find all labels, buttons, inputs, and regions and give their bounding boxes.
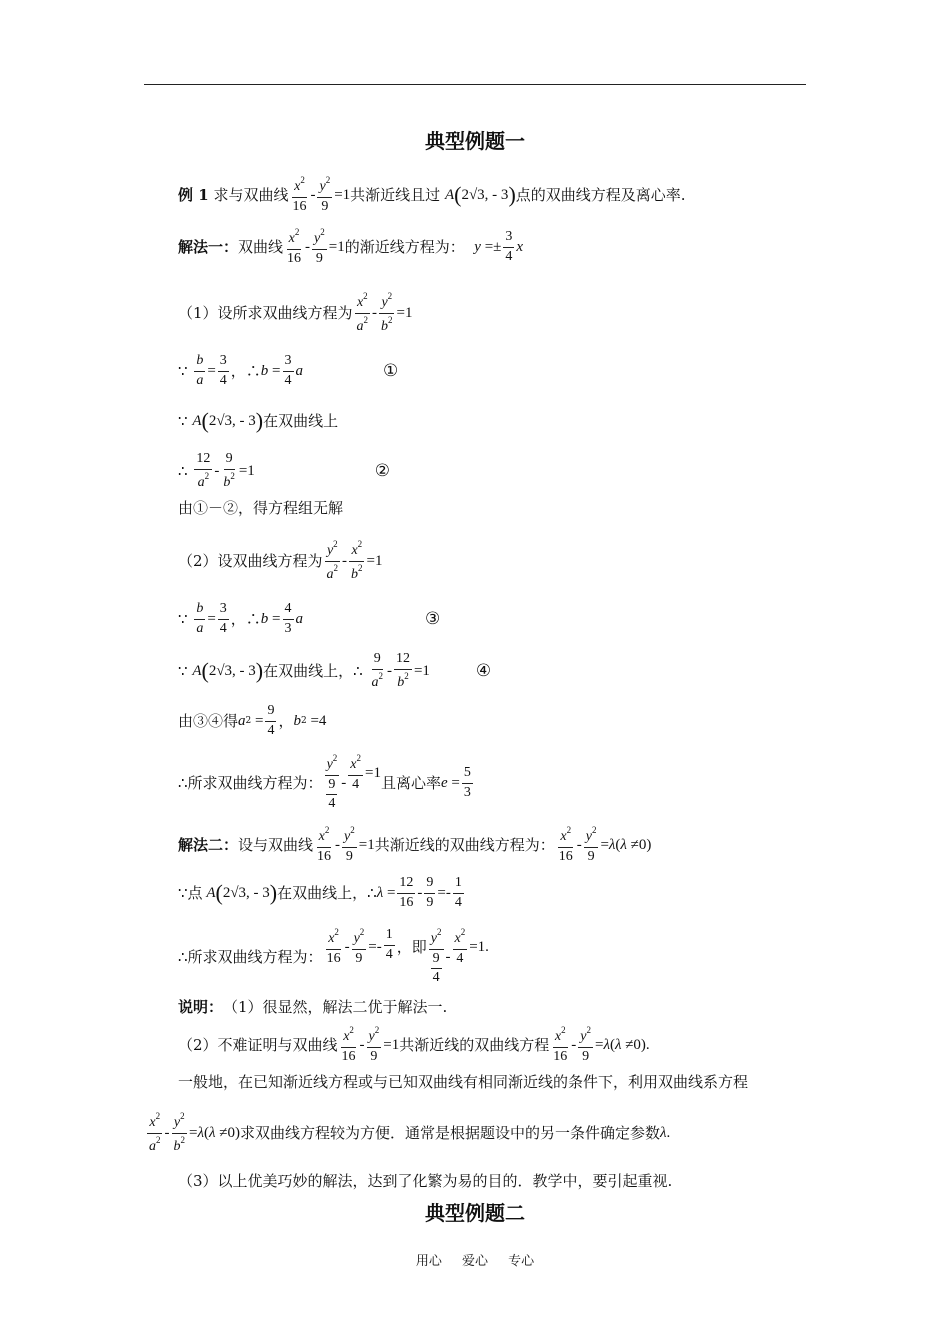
case-2-solution: 由③④得 a 2 = $\frac{9}{4}$ ， b 2 =4	[178, 703, 327, 738]
case-1-conclusion: 由①－②，得方程组无解	[178, 499, 344, 517]
solution-2-result: ∴ 所求双曲线方程为： $x^2$ 16 - $\frac{y^2}{9}$ =- 1 4 ， 即 $y^2$ 9 4 - $\frac{x^2}{4}$ =1.	[178, 927, 489, 986]
case-1-point: ∵ A ( 2√3, - 3 ) 在双曲线上	[178, 408, 339, 433]
note-2: （2）不难证明与双曲线 $x^2$ 16 - $\frac{y^2}{9}$ =1 共渐近线的双曲线方程 $x^2$ 16 - $\frac{y^2}{9}$ =λ(λ ≠0).	[178, 1025, 650, 1064]
case-1-assumption: （1）设所求双曲线方程为 $x^2$ $a^2$ - $\frac{y^2}{b^2}$ =1	[178, 291, 413, 334]
equation-mark-3: ③	[425, 608, 441, 629]
solution-1-intro: 解法一： 双曲线 $x^2$ 16 - $\frac{y^2}{9}$ =1 的渐近线方程为： y =± $\frac{3}{4}$ x	[178, 227, 524, 266]
equation-mark-1: ①	[383, 360, 399, 381]
solution-2-intro: 解法二： 设与双曲线 $x^2$ 16 - $\frac{y^2}{9}$ =1 共渐近线的双曲线方程为： $x^2$ 16 - $\frac{y^2}{9}$ =λ(λ ≠0)	[178, 825, 652, 864]
case-2-substitution: ∵ A ( 2√3, - 3 ) 在双曲线上， ∴ 9 $a^2$ - $\frac{12}{b^2}$ =1 ④	[178, 651, 492, 690]
note-1: 说明： （1）很显然，解法二优于解法一.	[178, 998, 448, 1016]
solution-1-result: ∴ 所求双曲线方程为： $y^2$ 9 4 - $\frac{x^2}{4}$ =1 且离心率 e = $\frac{5}{3}$	[178, 753, 471, 812]
section-title-2: 典型例题二	[425, 1201, 525, 1225]
equation-mark-2: ②	[374, 460, 391, 481]
solution-2-lambda: ∵ 点 A ( 2√3, - 3 ) 在双曲线上， ∴ λ = $\frac{12}{16}$ - $\frac{9}{9}$ =- 1 4	[178, 875, 462, 910]
note-3: （3）以上优美巧妙的解法，达到了化繁为易的目的．教学中，要引起重视.	[178, 1172, 673, 1190]
case-2-ratio: ∵ $\frac{b}{a}$ = $\frac{3}{4}$ ，∴ b = $\frac{4}{3}$ a ③	[178, 601, 441, 636]
case-1-substitution: ∴ 12 $a^2$ - $\frac{9}{b^2}$ =1 ②	[178, 451, 391, 490]
case-2-assumption: （2）设双曲线方程为 $y^2$ $a^2$ - $\frac{x^2}{b^2}$ =1	[178, 539, 383, 582]
case-1-ratio: ∵ $\frac{b}{a}$ = $\frac{3}{4}$ ，∴ b = $\frac{3}{4}$ a ①	[178, 353, 399, 388]
note-general-2: $x^2$ $a^2$ - $\frac{y^2}{b^2}$ =λ(λ ≠0) 求双曲线方程较为方便．通常是根据题设中的另一条件确定参数 λ .	[149, 1111, 671, 1154]
note-general-1: 一般地，在已知渐近线方程或与已知双曲线有相同渐近线的条件下，利用双曲线系方程	[178, 1073, 749, 1091]
example-1-statement: 例 1 求与双曲线 $x^2$ 16 - $\frac{y^2}{9}$ =1 共渐近线且过 A ( 2√3, - 3 ) 点的双曲线方程及离心率.	[178, 175, 686, 214]
page-footer: 用心 爱心 专心	[415, 1254, 535, 1269]
section-title-1: 典型例题一	[425, 129, 525, 153]
equation-mark-4: ④	[475, 660, 492, 681]
header-rule	[144, 84, 806, 85]
